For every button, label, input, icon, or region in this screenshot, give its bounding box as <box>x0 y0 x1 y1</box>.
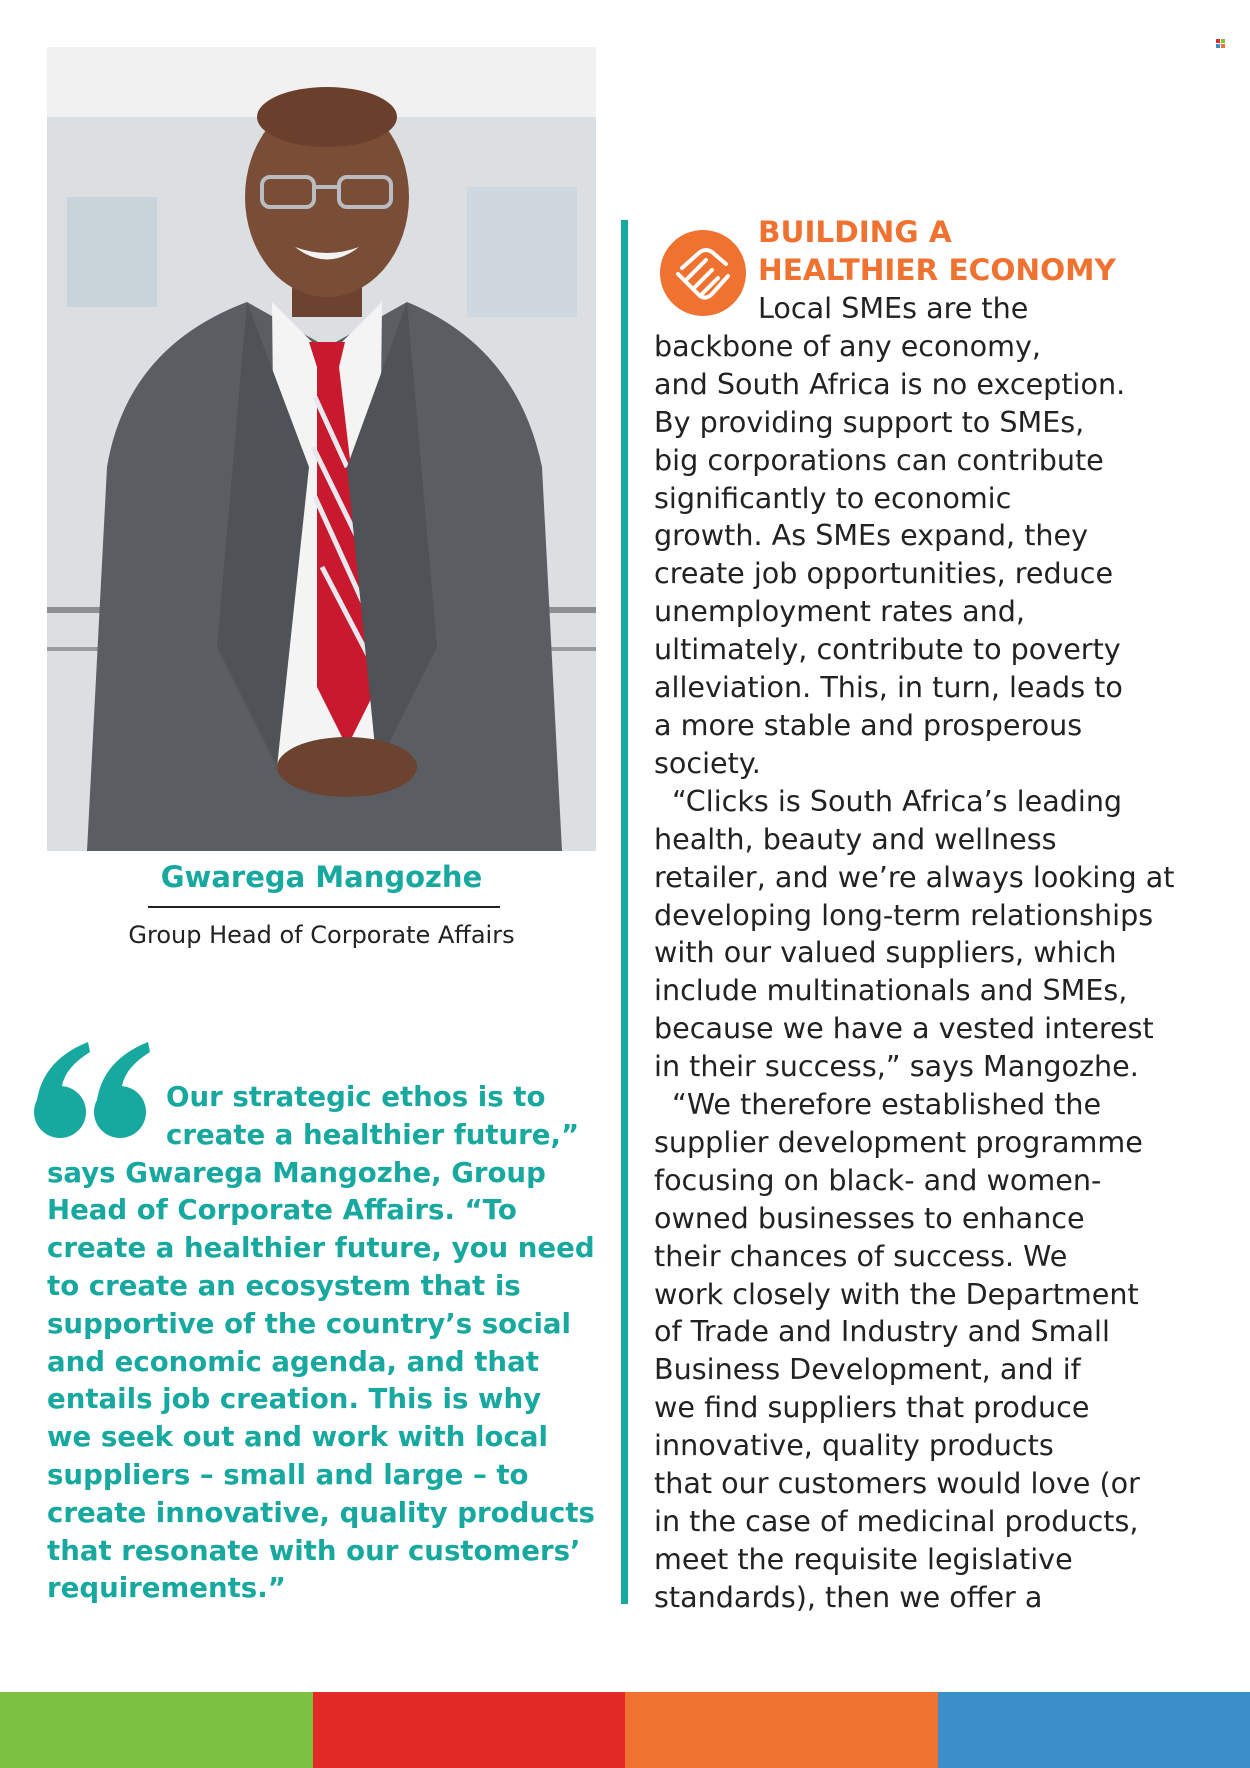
body-line: that our customers would love (or <box>654 1466 1140 1501</box>
pull-quote-line: Our strategic ethos is to <box>166 1080 546 1113</box>
body-line: significantly to economic <box>654 480 1012 515</box>
body-line: focusing on black- and women- <box>654 1162 1102 1197</box>
footer-band-green <box>0 1692 313 1768</box>
body-line: By providing support to SMEs, <box>654 404 1085 439</box>
body-line: growth. As SMEs expand, they <box>654 518 1089 553</box>
body-line: “We therefore established the <box>672 1087 1102 1122</box>
body-line: meet the requisite legislative <box>654 1541 1073 1576</box>
portrait-photo <box>47 47 596 851</box>
body-line: big corporations can contribute <box>654 442 1104 477</box>
body-line: and South Africa is no exception. <box>654 366 1126 401</box>
body-line: alleviation. This, in turn, leads to <box>654 670 1123 705</box>
body-line: Business Development, and if <box>654 1352 1081 1387</box>
column-divider <box>621 220 628 1604</box>
body-line: owned businesses to enhance <box>654 1200 1085 1235</box>
pull-quote <box>47 1078 607 1607</box>
body-line: a more stable and prosperous <box>654 707 1083 742</box>
body-line: with our valued suppliers, which <box>654 935 1117 970</box>
body-line: their chances of success. We <box>654 1238 1068 1273</box>
pull-quote-line: create innovative, quality products <box>47 1495 595 1529</box>
body-line: society. <box>654 745 761 780</box>
pull-quote-line: create a healthier future,” <box>166 1117 580 1151</box>
pull-quote-line: to create an ecosystem that is <box>47 1268 521 1302</box>
body-line: unemployment rates and, <box>654 594 1026 629</box>
body-line: supplier development programme <box>654 1124 1143 1159</box>
body-line: work closely with the Department <box>654 1276 1139 1311</box>
body-line: innovative, quality products <box>654 1428 1054 1463</box>
pull-quote-line: Head of Corporate Affairs. “To <box>47 1193 517 1227</box>
body-line: because we have a vested interest <box>654 1011 1154 1046</box>
footer-band-blue <box>938 1692 1250 1768</box>
body-line: Local SMEs are the <box>758 291 1029 325</box>
body-line: standards), then we offer a <box>654 1579 1043 1614</box>
pull-quote-line: create a healthier future, you need <box>47 1231 595 1265</box>
pull-quote-line: supportive of the country’s social <box>47 1306 571 1340</box>
body-line: developing long-term relationships <box>654 897 1154 932</box>
body-line: “Clicks is South Africa’s leading <box>672 783 1123 818</box>
body-line: of Trade and Industry and Small <box>654 1314 1110 1349</box>
heading-line: HEALTHIER ECONOMY <box>758 252 1116 287</box>
pull-quote-line: that resonate with our customers’ <box>47 1533 581 1567</box>
pull-quote-line: requirements.” <box>47 1571 286 1605</box>
body-line: include multinationals and SMEs, <box>654 973 1128 1008</box>
person-title: Group Head of Corporate Affairs <box>128 921 515 949</box>
body-line: create job opportunities, reduce <box>654 556 1114 591</box>
pull-quote-line: we seek out and work with local <box>47 1420 548 1454</box>
person-name: Gwarega Mangozhe <box>160 860 483 894</box>
body-line: in their success,” says Mangozhe. <box>654 1049 1139 1084</box>
name-underline <box>148 906 500 908</box>
article-body <box>654 290 1214 1617</box>
heading-line: BUILDING A <box>758 215 952 249</box>
body-line: in the case of medicinal products, <box>654 1504 1139 1538</box>
footer-band-orange <box>625 1692 938 1768</box>
body-line: retailer, and we’re always looking at <box>654 859 1175 894</box>
pull-quote-line: entails job creation. This is why <box>47 1382 542 1416</box>
pull-quote-line: says Gwarega Mangozhe, Group <box>47 1155 546 1189</box>
body-line: health, beauty and wellness <box>654 821 1057 856</box>
pull-quote-line: and economic agenda, and that <box>47 1344 539 1378</box>
body-line: we find suppliers that produce <box>654 1390 1090 1425</box>
body-line: backbone of any economy, <box>654 328 1041 363</box>
color-dots-icon <box>1216 34 1226 44</box>
body-line: ultimately, contribute to poverty <box>654 632 1121 667</box>
pull-quote-line: suppliers – small and large – to <box>47 1457 529 1491</box>
article-heading <box>758 214 1116 289</box>
footer-band-red <box>313 1692 625 1768</box>
